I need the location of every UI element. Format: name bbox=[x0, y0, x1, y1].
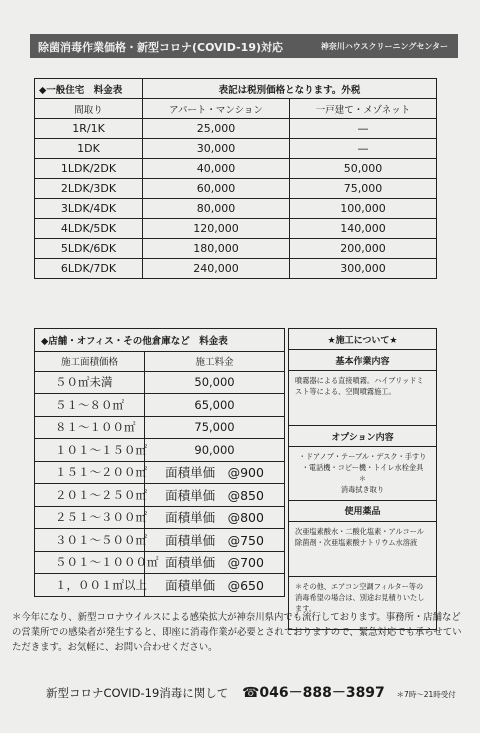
table-row bbox=[35, 574, 285, 597]
table-row bbox=[35, 484, 285, 507]
table-row bbox=[35, 506, 285, 529]
cell-layout: 2LDK/3DK bbox=[35, 179, 143, 199]
col-fee: 施工料金 bbox=[145, 351, 285, 371]
chemicals-text: 次亜塩素酸水・二酸化塩素・アルコール除菌剤・次亜塩素酸ナトリウム水溶液 bbox=[289, 521, 437, 576]
company-name: 神奈川ハウスクリーニングセンター bbox=[320, 42, 448, 51]
option-heading: オプション内容 bbox=[289, 426, 437, 447]
cell-fee: 面積単価 @700 bbox=[145, 551, 285, 574]
cell-area: ５０１～１０００㎡ bbox=[35, 551, 145, 574]
option-text bbox=[289, 447, 437, 501]
col-apartment: アパート・マンション bbox=[143, 99, 290, 119]
option-line-2: ・電話機・コピー機・トイレ水栓金具 ＊ bbox=[301, 463, 431, 484]
basic-work-heading: 基本作業内容 bbox=[289, 350, 437, 371]
table-row bbox=[35, 439, 285, 462]
cell-house: 75,000 bbox=[290, 179, 437, 199]
cell-fee: 75,000 bbox=[145, 416, 285, 439]
option-line-1: ・ドアノブ・テーブル・デスク・手すり bbox=[298, 452, 427, 461]
cell-house: 300,000 bbox=[290, 259, 437, 279]
col-area: 施工面積価格 bbox=[35, 351, 145, 371]
table-row bbox=[35, 551, 285, 574]
col-layout: 間取り bbox=[35, 99, 143, 119]
cell-fee: 面積単価 @800 bbox=[145, 506, 285, 529]
cell-area: ２０１～２５０㎡ bbox=[35, 484, 145, 507]
col-house: 一戸建て・メゾネット bbox=[290, 99, 437, 119]
table-row bbox=[35, 416, 285, 439]
table-row bbox=[35, 139, 437, 159]
table-row bbox=[35, 159, 437, 179]
cell-house: 100,000 bbox=[290, 199, 437, 219]
commercial-title: ◆店舗・オフィス・その他倉庫など 料金表 bbox=[35, 329, 285, 352]
cell-layout: 6LDK/7DK bbox=[35, 259, 143, 279]
cell-fee: 90,000 bbox=[145, 439, 285, 462]
cell-apartment: 30,000 bbox=[143, 139, 290, 159]
cell-house: — bbox=[290, 119, 437, 139]
table-row bbox=[35, 529, 285, 552]
tax-note: 表記は税別価格となります。外税 bbox=[143, 79, 437, 99]
contact-line bbox=[46, 682, 456, 702]
cell-area: ２５１～３００㎡ bbox=[35, 506, 145, 529]
cell-layout: 1LDK/2DK bbox=[35, 159, 143, 179]
cell-area: ５１～８０㎡ bbox=[35, 394, 145, 417]
cell-area: ５０㎡未満 bbox=[35, 371, 145, 394]
construction-title: ★施工について★ bbox=[289, 329, 437, 350]
commercial-price-table bbox=[34, 328, 285, 597]
table-row bbox=[35, 394, 285, 417]
option-line-3: 消毒拭き取り bbox=[340, 485, 385, 495]
table-row bbox=[35, 119, 437, 139]
cell-area: ８１～１００㎡ bbox=[35, 416, 145, 439]
table-row bbox=[35, 239, 437, 259]
cell-apartment: 80,000 bbox=[143, 199, 290, 219]
cell-area: １５１～２００㎡ bbox=[35, 461, 145, 484]
phone-number: ☎046－888－3897 bbox=[241, 685, 385, 701]
cell-house: 50,000 bbox=[290, 159, 437, 179]
cell-apartment: 240,000 bbox=[143, 259, 290, 279]
table-row bbox=[35, 219, 437, 239]
construction-info-table bbox=[288, 328, 437, 630]
cell-fee: 面積単価 @900 bbox=[145, 461, 285, 484]
cell-layout: 1DK bbox=[35, 139, 143, 159]
cell-area: ３０１～５００㎡ bbox=[35, 529, 145, 552]
header-banner bbox=[30, 34, 458, 58]
table-row bbox=[35, 179, 437, 199]
cell-area: １０１～１５０㎡ bbox=[35, 439, 145, 462]
contact-label: 新型コロナCOVID-19消毒に関して bbox=[46, 686, 229, 700]
cell-fee: 面積単価 @650 bbox=[145, 574, 285, 597]
cell-house: 140,000 bbox=[290, 219, 437, 239]
table-row bbox=[35, 199, 437, 219]
cell-apartment: 180,000 bbox=[143, 239, 290, 259]
cell-layout: 3LDK/4DK bbox=[35, 199, 143, 219]
cell-house: — bbox=[290, 139, 437, 159]
cell-fee: 面積単価 @850 bbox=[145, 484, 285, 507]
chemicals-heading: 使用薬品 bbox=[289, 500, 437, 521]
cell-apartment: 40,000 bbox=[143, 159, 290, 179]
cell-house: 200,000 bbox=[290, 239, 437, 259]
cell-fee: 面積単価 @750 bbox=[145, 529, 285, 552]
basic-work-text: 噴霧器による直接噴霧。ハイブリッドミスト等による、空間噴霧施工。 bbox=[289, 371, 437, 426]
cell-apartment: 120,000 bbox=[143, 219, 290, 239]
cell-layout: 1R/1K bbox=[35, 119, 143, 139]
cell-apartment: 60,000 bbox=[143, 179, 290, 199]
table-row bbox=[35, 461, 285, 484]
cell-area: １，００１㎡以上 bbox=[35, 574, 145, 597]
footnote: ＊今年になり、新型コロナウイルスによる感染拡大が神奈川県内でも流行しております。事務所・店舗などの営業所での感染者が発生すると、即座に消毒作業が必要とされておりますので、緊急対応でも承らせていただきます。お気軽に、お問い合わせください。 bbox=[12, 612, 462, 654]
residential-price-table bbox=[34, 78, 437, 279]
table-row bbox=[35, 259, 437, 279]
residential-title: ◆一般住宅 料金表 bbox=[35, 79, 143, 99]
reception-hours: ＊7時～21時受付 bbox=[396, 690, 456, 699]
header-title: 除菌消毒作業価格・新型コロナ(COVID-19)対応 bbox=[38, 41, 283, 54]
cell-layout: 5LDK/6DK bbox=[35, 239, 143, 259]
other-note-text: ＊その他、エアコン空調フィルター等の消毒希望の場合は、別途お見積りいたします。 bbox=[289, 576, 437, 629]
cell-fee: 65,000 bbox=[145, 394, 285, 417]
cell-layout: 4LDK/5DK bbox=[35, 219, 143, 239]
cell-apartment: 25,000 bbox=[143, 119, 290, 139]
cell-fee: 50,000 bbox=[145, 371, 285, 394]
table-row bbox=[35, 371, 285, 394]
